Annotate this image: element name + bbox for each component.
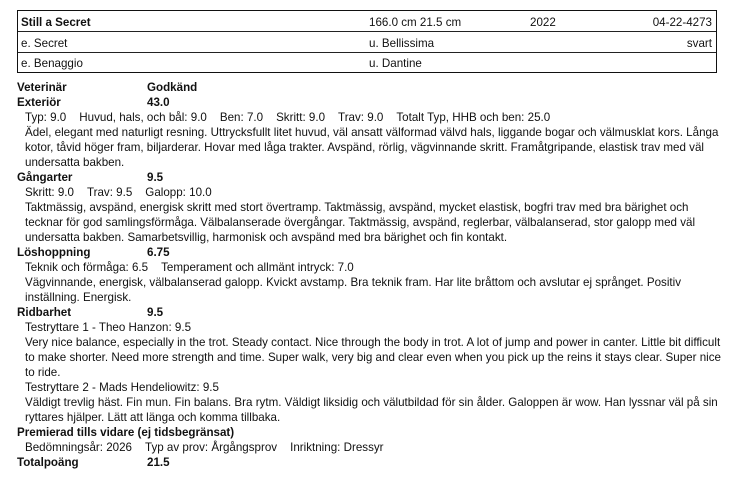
- vet-label: Veterinär: [17, 81, 67, 94]
- score-item: Temperament och allmänt intryck: 7.0: [161, 261, 354, 274]
- jumping-text: Vägvinnande, energisk, välbalanserad galopp. Kvickt avstamp. Bra teknik fram. Har lite bråttom och avslutar ej språnget. Positiv inställning. Energisk.: [25, 276, 682, 304]
- rider-1: Testryttare 1 - Theo Hanzon: 9.5: [25, 321, 192, 334]
- exterior-section: [17, 95, 722, 110]
- score-item: Huvud, hals, och bål: 9.0: [79, 111, 207, 124]
- jumping-scores: [17, 260, 722, 275]
- premiered-section: [17, 425, 722, 440]
- score-item: Galopp: 10.0: [145, 186, 212, 199]
- exterior-text: Ädel, elegant med naturligt resning. Uttrycksfullt litet huvud, väl ansatt välformad välvd hals, liggande bogar och välmusklat kors. Långa kotor, tåvid höger fram, biljarderar. Hovar med låga trakter. Avspänd, rörlig, vägvinnande skritt. Framåtgripande, elastisk trav med väl undersatta bakben.: [25, 126, 719, 169]
- jumping-value: 6.75: [147, 246, 170, 259]
- header-row-2: [18, 32, 716, 53]
- score-item: Trav: 9.5: [86, 186, 133, 199]
- total-label: Totalpoäng: [17, 456, 79, 469]
- horse-measures: 166.0 cm 21.5 cm: [369, 16, 462, 29]
- total-value: 21.5: [147, 456, 170, 469]
- score-item: Totalt Typ, HHB och ben: 25.0: [396, 111, 551, 124]
- gaits-section: [17, 170, 722, 185]
- score-item: Teknik och förmåga: 6.5: [25, 261, 149, 274]
- total-section: [17, 455, 722, 470]
- gaits-label: Gångarter: [17, 171, 73, 184]
- vet-value: Godkänd: [147, 81, 198, 94]
- detail-item: Inriktning: Dressyr: [290, 441, 384, 454]
- dam-sire: e. Benaggio: [21, 57, 83, 70]
- riding-value: 9.5: [147, 306, 164, 319]
- exterior-label: Exteriör: [17, 96, 61, 109]
- rider-2-text: Väldigt trevlig häst. Fin mun. Fin balans. Bra rytm. Väldigt liksidig och välutbildad för sin ålder. Galoppen är wow. Han lyssnar väl på sin ryttares hjälper. Lätt att länga och komma tillbaka.: [25, 396, 718, 424]
- registration-number: 04-22-4273: [652, 16, 712, 29]
- horse-header-box: [17, 10, 717, 73]
- riding-label: Ridbarhet: [17, 306, 72, 319]
- score-item: Skritt: 9.0: [25, 186, 74, 199]
- rider-1-text: Very nice balance, especially in the trot. Steady contact. Nice through the body in trot. A lot of jump and power in canter. Little bit difficult to make shorter. Need more strength and time. Super walk, very big and clear even when you pick up the reins it stays clear. Super nice to ride.: [25, 336, 721, 379]
- horse-color: svart: [686, 37, 712, 50]
- dam-dam: u. Dantine: [369, 57, 422, 70]
- evaluation-content: [17, 80, 722, 470]
- header-row-3: [18, 52, 716, 72]
- premiered-details: [17, 440, 722, 455]
- horse-name: Still a Secret: [21, 16, 91, 29]
- exterior-value: 43.0: [147, 96, 170, 109]
- premiered-label: Premierad tills vidare (ej tidsbegränsat): [17, 426, 235, 439]
- score-item: Ben: 7.0: [219, 111, 264, 124]
- birth-year: 2022: [530, 16, 556, 29]
- riding-section: [17, 305, 722, 320]
- sire-dam: u. Bellissima: [369, 37, 435, 50]
- rider-2: Testryttare 2 - Mads Hendeliowitz: 9.5: [25, 381, 219, 394]
- sire: e. Secret: [21, 37, 68, 50]
- vet-section: [17, 80, 722, 95]
- header-row-1: [18, 11, 716, 32]
- gaits-scores: [17, 185, 722, 200]
- score-item: Trav: 9.0: [338, 111, 384, 124]
- jumping-section: [17, 245, 722, 260]
- score-item: Typ: 9.0: [25, 111, 67, 124]
- exterior-scores: [17, 110, 722, 125]
- score-item: Skritt: 9.0: [276, 111, 326, 124]
- detail-item: Bedömningsår: 2026: [25, 441, 132, 454]
- gaits-value: 9.5: [147, 171, 164, 184]
- gaits-text: Taktmässig, avspänd, energisk skritt med stort övertramp. Taktmässig, avspänd, mycket elastisk, bogfri trav med bra bärighet och tecknar för god samlingsförmåga. Välbalanserade övergångar. Taktmässig, avspänd, reglerbar, välbalanserad, stor galopp med väl undersatta bakben. Samarbetsvillig, harmonisk och avspänd med bra bärighet och fin kontakt.: [25, 201, 696, 244]
- jumping-label: Löshoppning: [17, 246, 91, 259]
- detail-item: Typ av prov: Årgångsprov: [145, 441, 278, 454]
